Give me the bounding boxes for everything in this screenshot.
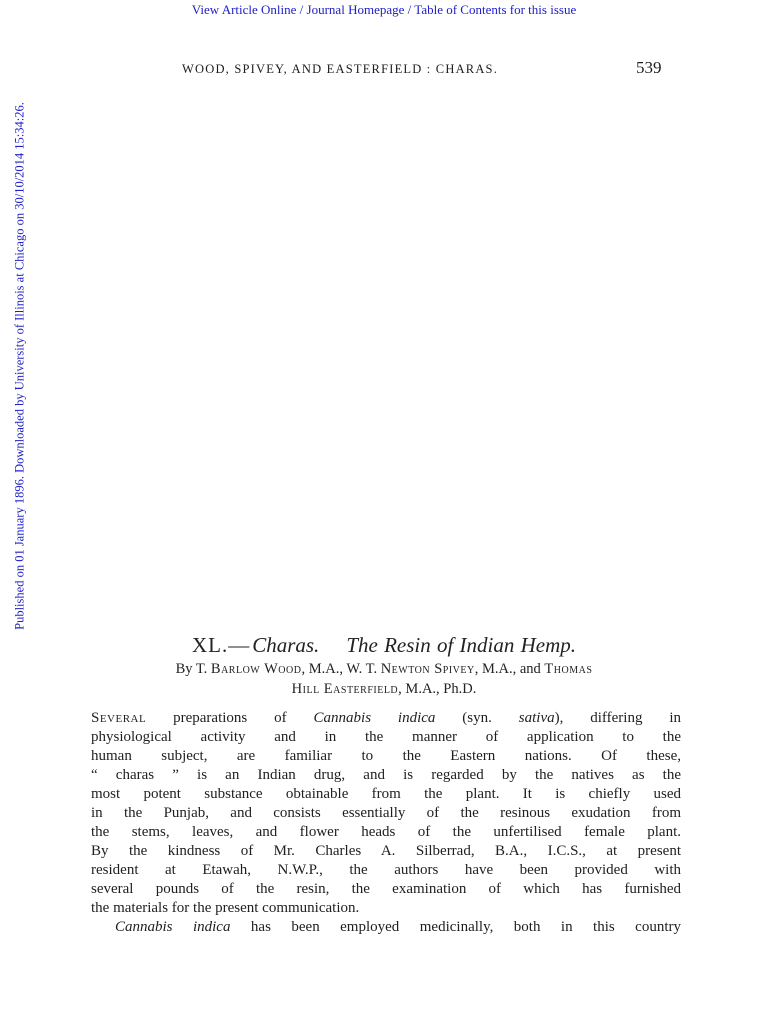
- species-name: Cannabis indica: [115, 919, 231, 935]
- article-links-bar: [0, 2, 768, 18]
- text-run: (syn.: [435, 710, 519, 726]
- text-run: has been employed medicinally, both in this country: [230, 919, 681, 935]
- title-subtitle: The Resin of Indian Hemp.: [346, 633, 577, 657]
- body-line: “ charas ” is an Indian drug, and is regarded by the natives as the: [91, 767, 681, 783]
- body-line: the stems, leaves, and flower heads of the unfertilised female plant.: [91, 824, 681, 840]
- author1-degree: , M.A.,: [301, 661, 343, 677]
- title-charas: Charas.: [252, 633, 320, 657]
- body-line: resident at Etawah, N.W.P., the authors have been provided with: [91, 862, 681, 878]
- lead-word: Several: [91, 710, 147, 726]
- body-line: physiological activity and in the manner of application to the: [91, 729, 681, 745]
- author3-degree: , M.A., Ph.D.: [398, 681, 477, 697]
- body-line: human subject, are familiar to the Eastern nations. Of these,: [91, 748, 681, 764]
- text-run: ), differing in: [554, 710, 681, 726]
- article-title: [0, 633, 768, 658]
- author2-name: Newton Spivey: [380, 661, 475, 677]
- species-name: Cannabis indica: [313, 710, 436, 726]
- author1-initial: T.: [195, 661, 208, 677]
- body-line: in the Punjab, and consists essentially of the resinous exudation from: [91, 805, 681, 821]
- running-head: WOOD, SPIVEY, AND EASTERFIELD : CHARAS.: [182, 62, 499, 76]
- article-number: XL.—: [191, 633, 251, 657]
- body-line: the materials for the present communication.: [91, 900, 360, 916]
- view-article-online-link[interactable]: View Article Online: [191, 2, 297, 17]
- article-body: [91, 709, 681, 937]
- link-separator: /: [296, 2, 307, 17]
- publication-download-note: Published on 01 January 1896. Downloaded by University of Illinois at Chicago on 30/10/2014 15:34:26.: [12, 102, 27, 630]
- byline-line-1: [0, 661, 768, 678]
- author1-name: Barlow Wood: [210, 661, 302, 677]
- synonym-name: sativa: [518, 710, 555, 726]
- byline-line-2: [0, 681, 768, 698]
- author3-name: Hill Easterfield: [291, 681, 399, 697]
- link-separator: /: [404, 2, 415, 17]
- byline-by: By: [175, 661, 193, 677]
- author2-initials: W. T.: [346, 661, 378, 677]
- body-line: By the kindness of Mr. Charles A. Silberrad, B.A., I.C.S., at present: [91, 843, 681, 859]
- page-number: 539: [636, 58, 662, 77]
- author2-degree: , M.A., and: [474, 661, 541, 677]
- body-line: most potent substance obtainable from the plant. It is chiefly used: [91, 786, 681, 802]
- author3-first-name: Thomas: [544, 661, 593, 677]
- journal-homepage-link[interactable]: Journal Homepage: [306, 2, 405, 17]
- body-line: [91, 709, 681, 728]
- table-of-contents-link[interactable]: Table of Contents for this issue: [414, 2, 577, 17]
- body-line: several pounds of the resin, the examination of which has furnished: [91, 881, 681, 897]
- body-line: [91, 918, 681, 937]
- text-run: preparations of: [146, 710, 314, 726]
